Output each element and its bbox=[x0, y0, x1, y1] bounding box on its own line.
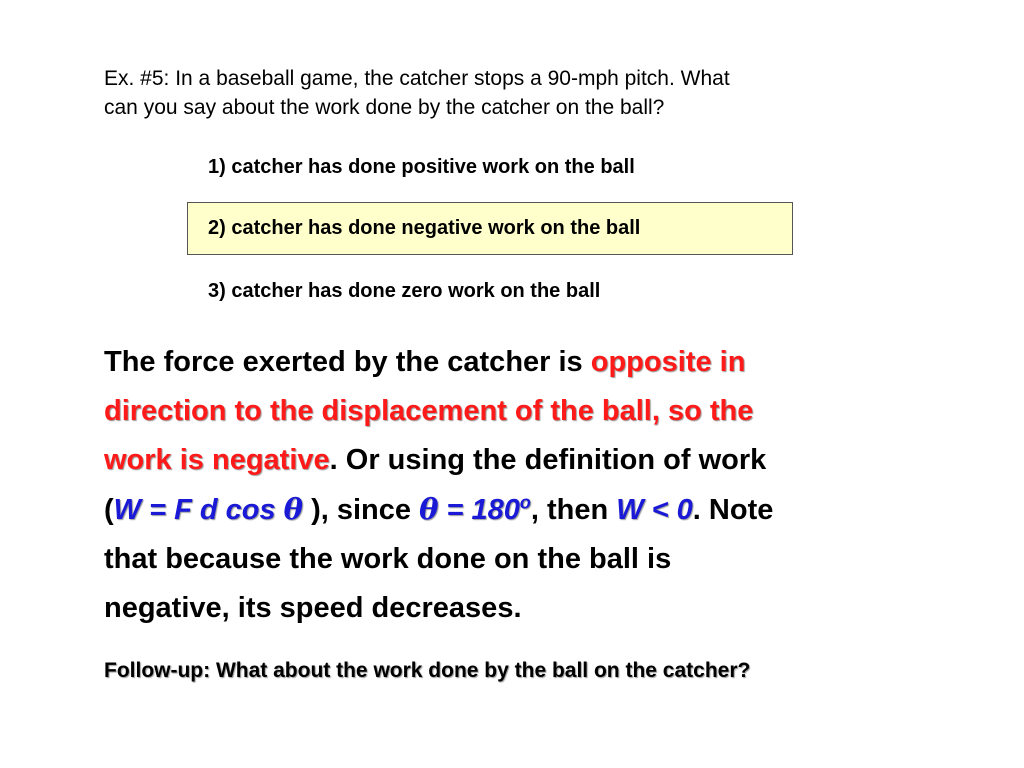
work-formula bbox=[114, 494, 303, 526]
option-1: 1) catcher has done positive work on the ball bbox=[208, 156, 635, 178]
highlight-text: work is negative bbox=[104, 444, 330, 476]
highlight-text: opposite in bbox=[590, 346, 746, 378]
question-text bbox=[104, 64, 904, 122]
explanation-line-3 bbox=[104, 436, 914, 485]
theta-symbol: θ bbox=[419, 492, 439, 526]
explanation-text: The force exerted by the catcher is bbox=[104, 346, 591, 378]
question-line-1: Ex. #5: In a baseball game, the catcher stops a 90-mph pitch. What bbox=[104, 67, 730, 90]
explanation-text: . Or using the definition of work bbox=[329, 444, 767, 476]
explanation-line-5: that because the work done on the ball is bbox=[104, 543, 672, 575]
option-2-correct: 2) catcher has done negative work on the ball bbox=[208, 217, 641, 239]
explanation-text: . Note bbox=[692, 494, 774, 526]
degree-symbol: o bbox=[519, 492, 531, 513]
work-result: W < 0 bbox=[616, 494, 693, 526]
explanation-paragraph bbox=[104, 338, 914, 633]
followup-question: Follow-up: What about the work done by the ball on the catcher? bbox=[104, 659, 751, 682]
explanation-line-1 bbox=[104, 338, 914, 387]
explanation-line-4 bbox=[104, 485, 914, 535]
angle-value bbox=[419, 494, 531, 526]
theta-symbol: θ bbox=[283, 492, 304, 526]
angle-text: = 180 bbox=[438, 494, 520, 526]
explanation-line-2 bbox=[104, 387, 914, 436]
explanation-text: , then bbox=[530, 494, 617, 526]
explanation-text: ), since bbox=[303, 494, 420, 526]
question-line-2: can you say about the work done by the catcher on the ball? bbox=[104, 96, 665, 119]
explanation-text: ( bbox=[104, 494, 114, 526]
option-3: 3) catcher has done zero work on the ball bbox=[208, 280, 601, 302]
explanation-line-6: negative, its speed decreases. bbox=[104, 592, 522, 624]
highlight-text: direction to the displacement of the ball, so the bbox=[104, 395, 754, 427]
formula-text: W = F d cos bbox=[113, 494, 284, 526]
